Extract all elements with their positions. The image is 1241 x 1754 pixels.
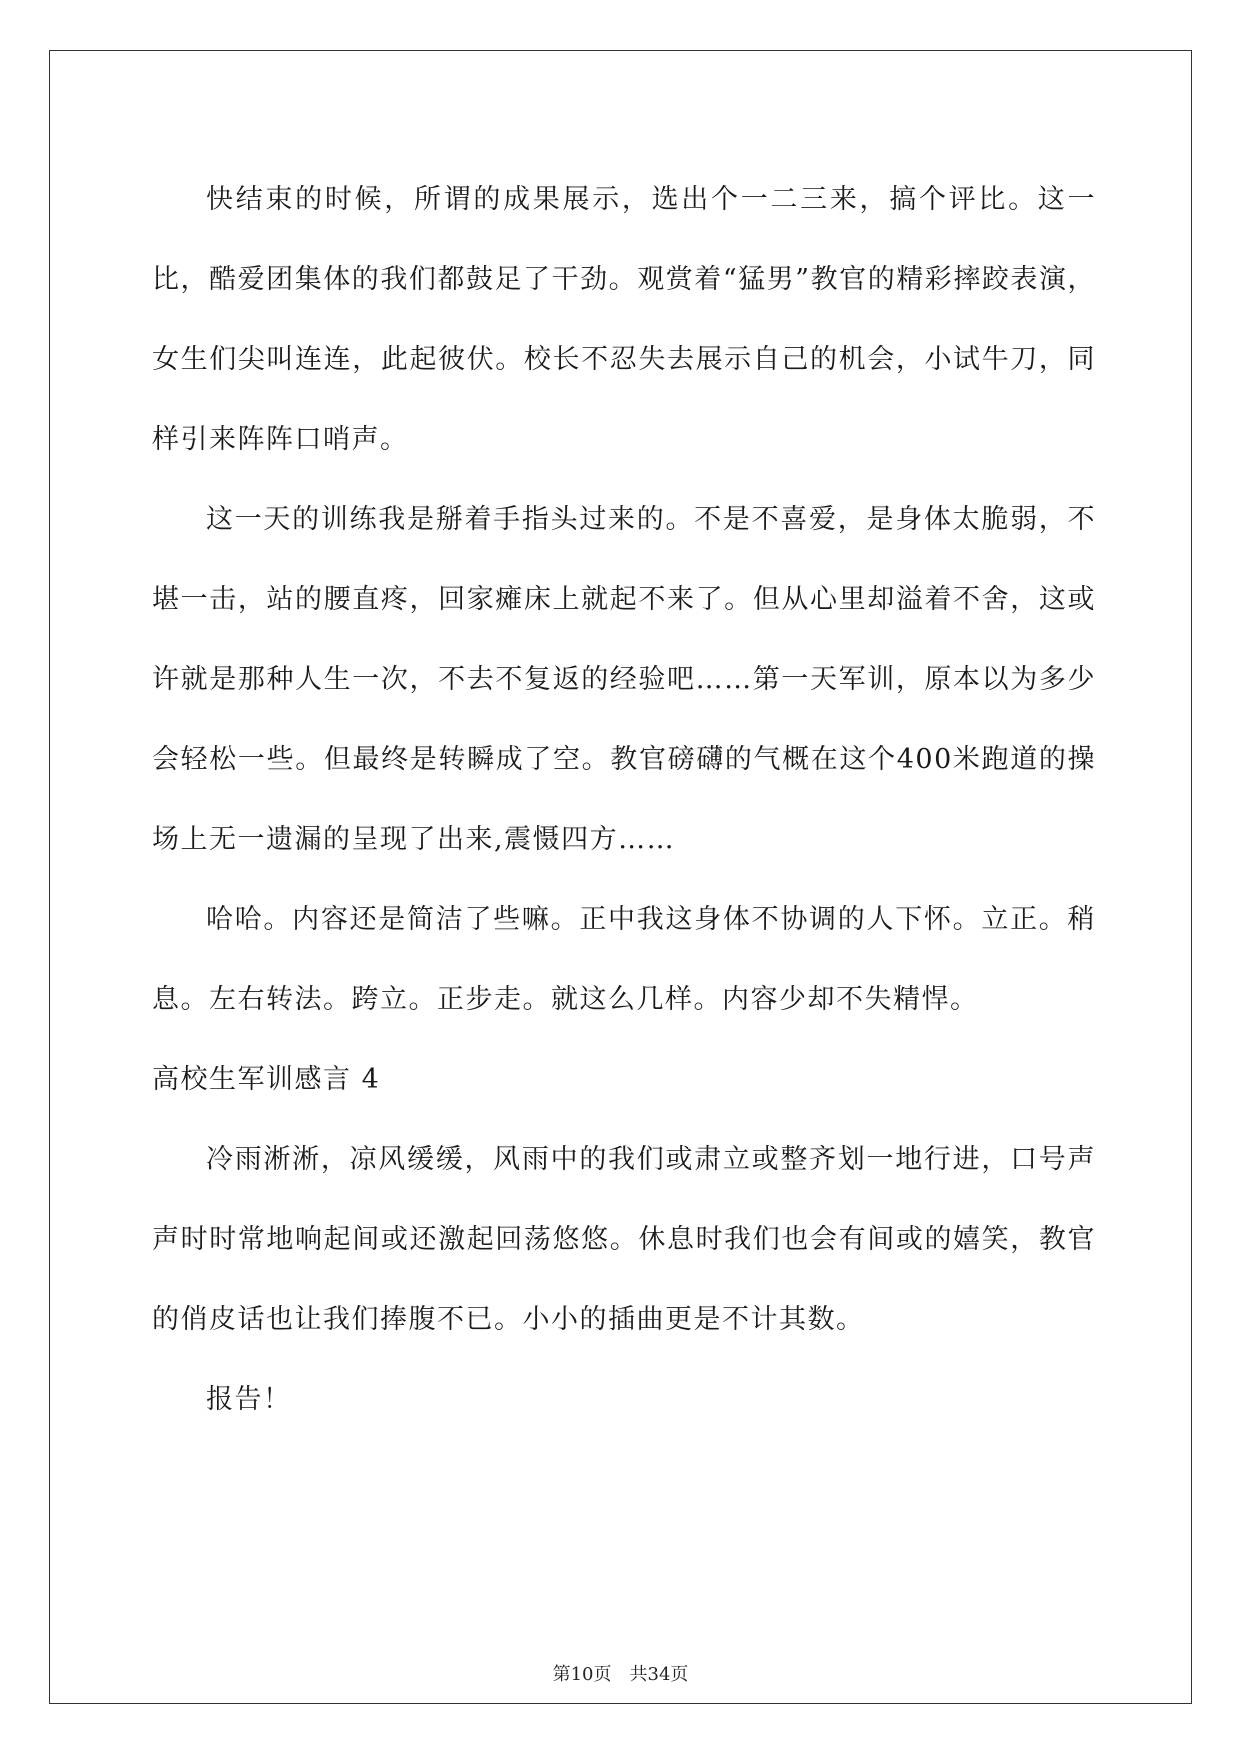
- page-footer: [0, 1660, 1241, 1686]
- paragraph: 冷雨淅淅，凉风缓缓，风雨中的我们或肃立或整齐划一地行进，口号声声时时常地响起间或还激起回荡悠悠。休息时我们也会有间或的嬉笑，教官的俏皮话也让我们捧腹不已。小小的插曲更是不计其数。: [152, 1144, 1096, 1335]
- paragraph: 这一天的训练我是掰着手指头过来的。不是不喜爱，是身体太脆弱，不堪一击，站的腰直疼，回家瘫床上就起不来了。但从心里却溢着不舍，这或许就是那种人生一次，不去不复返的经验吧……第一天军训，原本以为多少会轻松一些。但最终是转瞬成了空。教官磅礴的气概在这个400米跑道的操场上无一遗漏的呈现了出来,震慑四方……: [152, 504, 1096, 855]
- paragraph: 报告！: [206, 1384, 292, 1415]
- paragraph: 哈哈。内容还是简洁了些嘛。正中我这身体不协调的人下怀。立正。稍息。左右转法。跨立。正步走。就这么几样。内容少却不失精悍。: [152, 904, 1096, 1015]
- section-heading: 高校生军训感言 4: [152, 1064, 381, 1095]
- page-total: 共34页: [629, 1664, 689, 1685]
- paragraph: 快结束的时候，所谓的成果展示，选出个一二三来，搞个评比。这一比，酷爱团集体的我们都鼓足了干劲。观赏着“猛男”教官的精彩摔跤表演，女生们尖叫连连，此起彼伏。校长不忍失去展示自己的机会，小试牛刀，同样引来阵阵口哨声。: [152, 184, 1096, 455]
- page-number: 第10页: [552, 1664, 612, 1685]
- document-body: [152, 160, 1096, 1440]
